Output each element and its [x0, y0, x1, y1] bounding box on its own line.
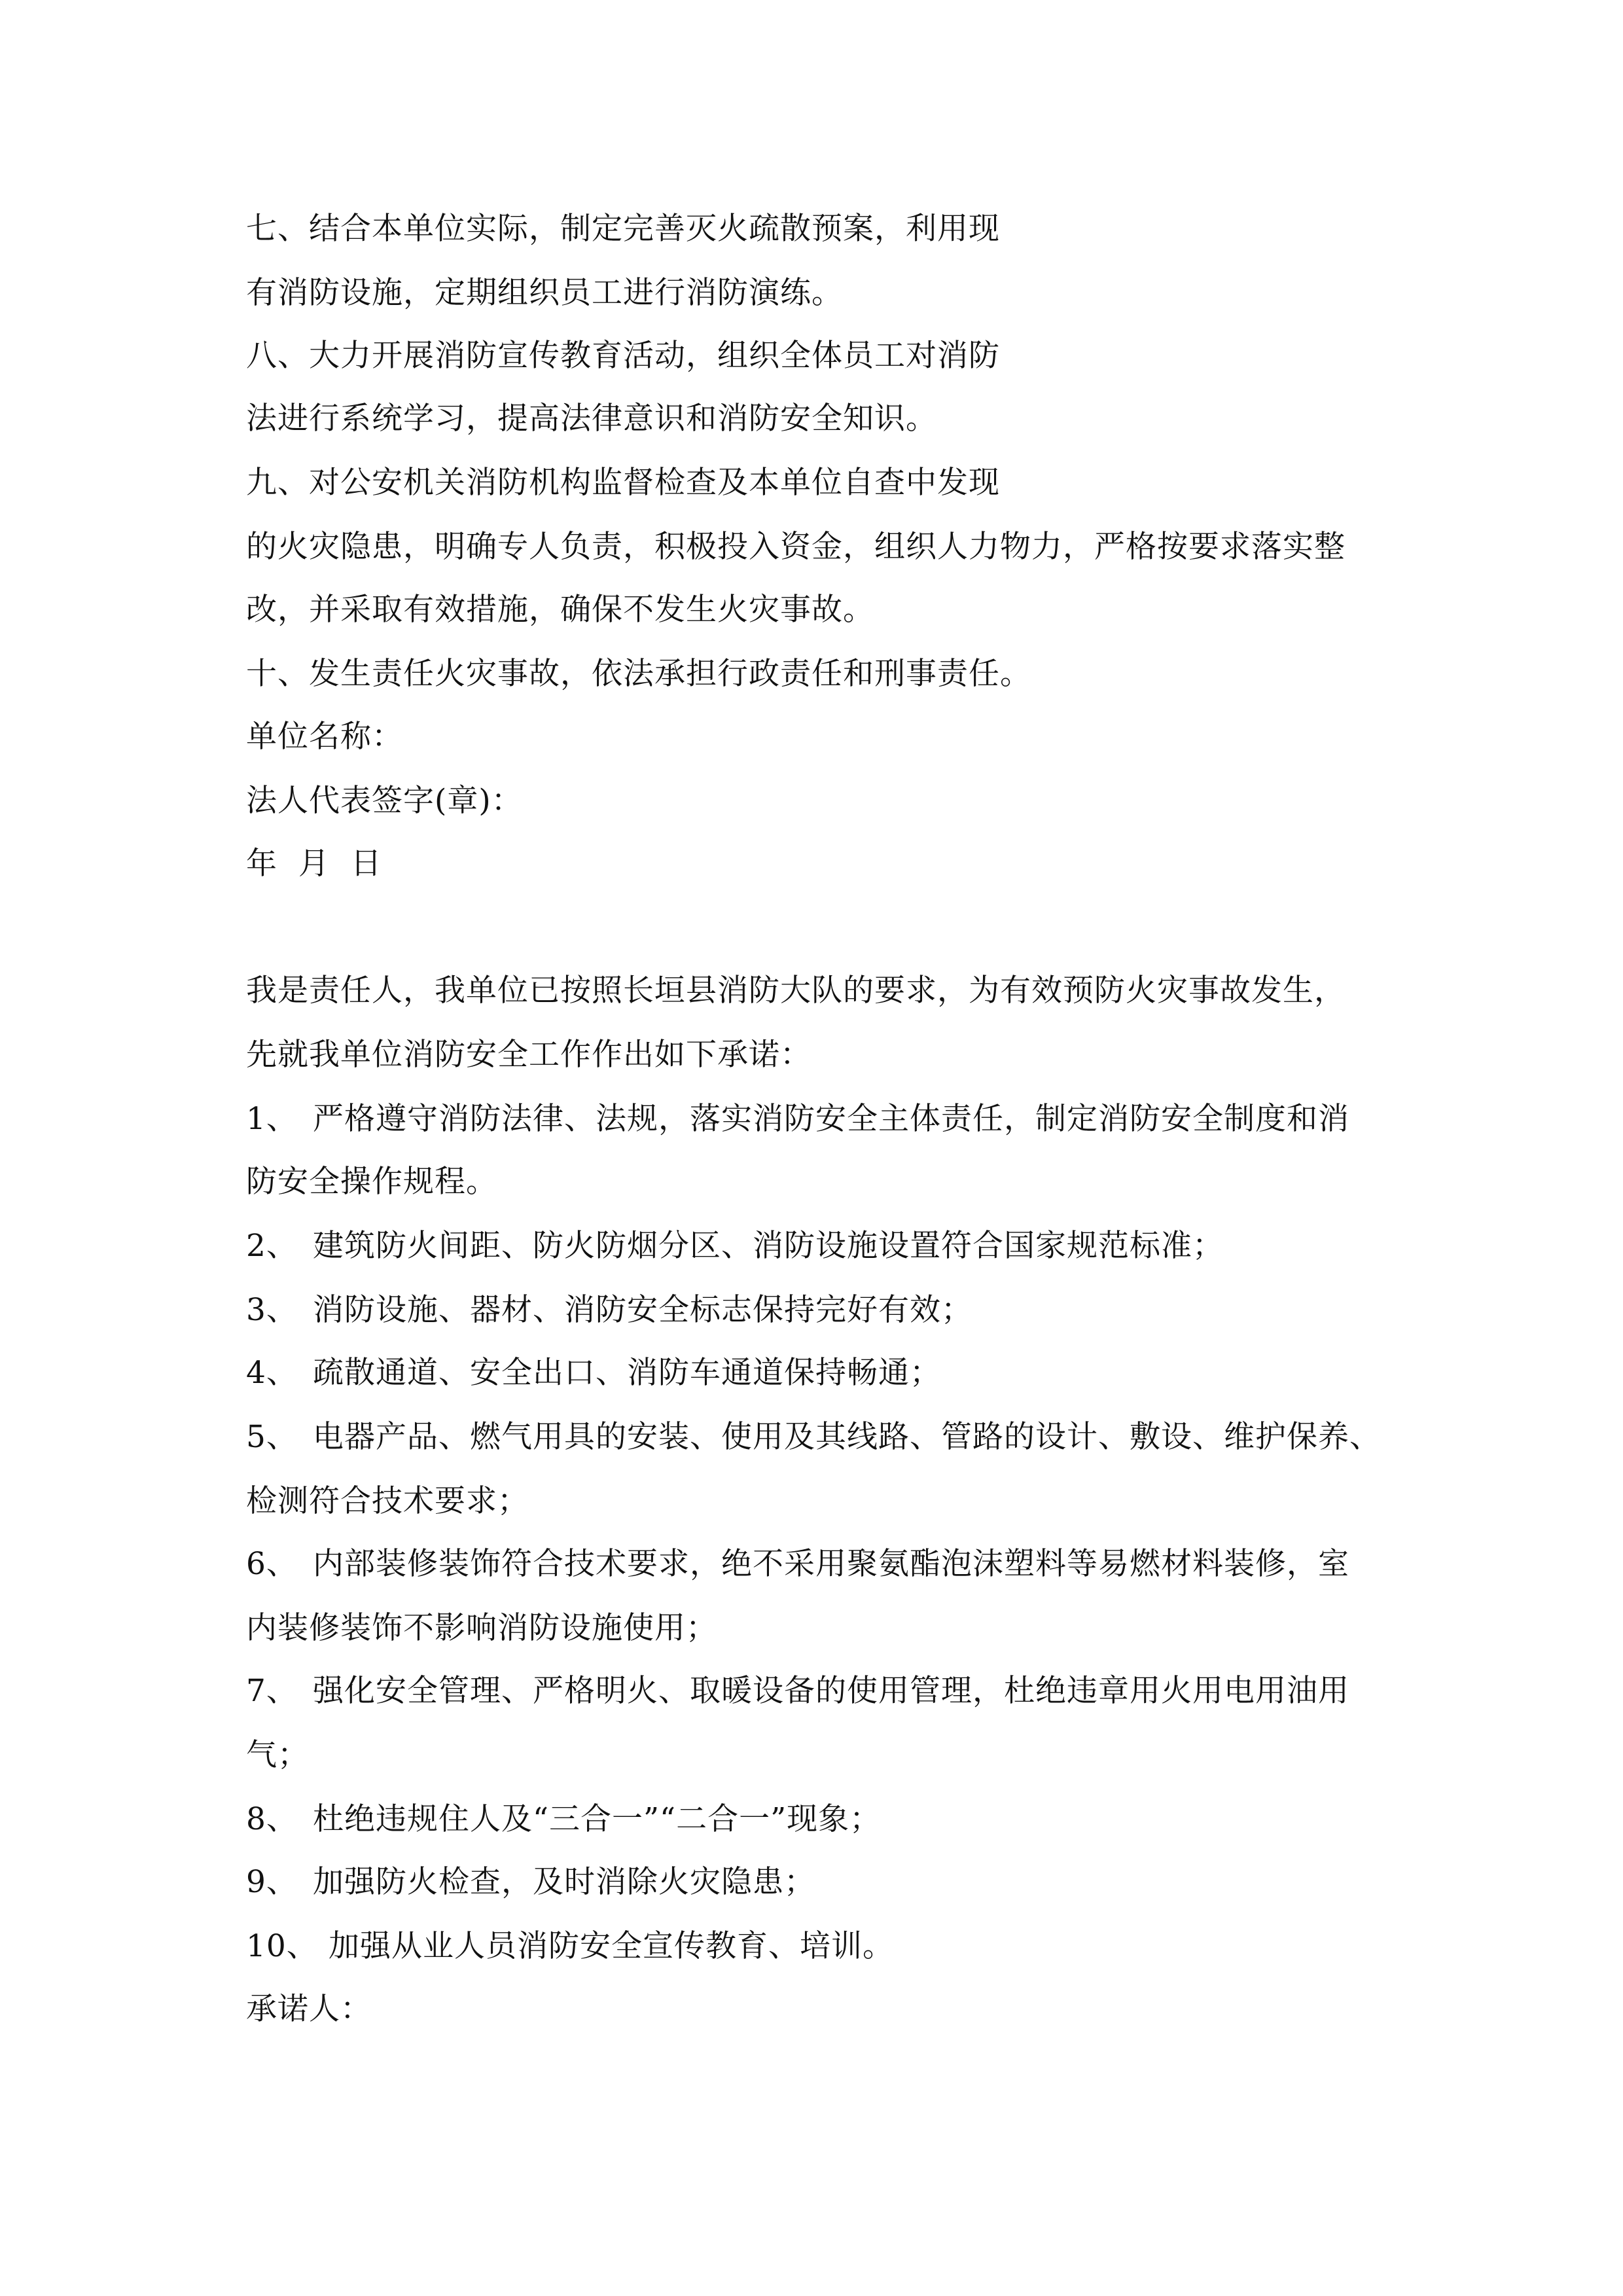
commitment-item-7: [246, 1672, 1349, 1711]
item-text: 内部装修装饰符合技术要求，绝不采用聚氨酯泡沫塑料等易燃材料装修，室: [313, 1546, 1349, 1582]
commitment-item-3: [246, 1291, 972, 1330]
commitment-item-5: [246, 1418, 1381, 1457]
clause-8-line-2: 法进行系统学习，提高法律意识和消防安全知识。: [246, 401, 937, 437]
clause-8-line-1: 八、大力开展消防宣传教育活动，组织全体员工对消防: [246, 338, 1000, 374]
commitment-item-9: [246, 1863, 815, 1902]
item-number: 10、: [246, 1928, 318, 1964]
intro-line-1: 我是责任人，我单位已按照长垣县消防大队的要求，为有效预防火灾事故发生，: [246, 973, 1346, 1009]
item-number: 1、: [246, 1101, 298, 1137]
item-number: 5、: [246, 1419, 298, 1455]
commitment-item-4: [246, 1354, 941, 1393]
item-number: 8、: [246, 1801, 298, 1837]
item-text: 消防设施、器材、消防安全标志保持完好有效；: [313, 1292, 972, 1328]
item-text: 加强从业人员消防安全宣传教育、培训。: [329, 1928, 894, 1964]
item-text: 建筑防火间距、防火防烟分区、消防设施设置符合国家规范标准；: [313, 1228, 1224, 1264]
item-text: 疏散通道、安全出口、消防车通道保持畅通；: [313, 1355, 941, 1391]
clause-9-line-3: 改，并采取有效措施，确保不发生火灾事故。: [246, 592, 874, 628]
unit-name-label: 单位名称：: [246, 719, 403, 755]
commitment-item-10: [246, 1927, 894, 1966]
item-number: 3、: [246, 1292, 298, 1328]
commitment-item-1-cont: 防安全操作规程。: [246, 1164, 497, 1200]
commitment-item-6: [246, 1545, 1349, 1584]
commitment-item-5-cont: 检测符合技术要求；: [246, 1483, 529, 1519]
date-label: 年 月 日: [246, 846, 382, 882]
item-number: 6、: [246, 1546, 298, 1582]
item-text: 强化安全管理、严格明火、取暖设备的使用管理，杜绝违章用火用电用油用: [313, 1673, 1349, 1709]
clause-7-line-2: 有消防设施，定期组织员工进行消防演练。: [246, 275, 843, 311]
item-number: 2、: [246, 1228, 298, 1264]
item-text: 严格遵守消防法律、法规，落实消防安全主体责任，制定消防安全制度和消: [313, 1101, 1349, 1137]
clause-9-line-2: 的火灾隐患，明确专人负责，积极投入资金，组织人力物力，严格按要求落实整: [246, 529, 1346, 565]
item-text: 加强防火检查，及时消除火灾隐患；: [313, 1864, 815, 1900]
promisor-label: 承诺人：: [246, 1991, 372, 2027]
clause-9-line-1: 九、对公安机关消防机构监督检查及本单位自查中发现: [246, 465, 1000, 501]
item-number: 7、: [246, 1673, 298, 1709]
clause-7-line-1: 七、结合本单位实际，制定完善灭火疏散预案，利用现: [246, 211, 1000, 247]
item-text: 电器产品、燃气用具的安装、使用及其线路、管路的设计、敷设、维护保养、: [313, 1419, 1381, 1455]
commitment-item-6-cont: 内装修装饰不影响消防设施使用；: [246, 1610, 717, 1646]
commitment-item-1: [246, 1100, 1349, 1139]
commitment-item-2: [246, 1227, 1224, 1266]
commitment-item-8: [246, 1800, 881, 1839]
item-number: 4、: [246, 1355, 298, 1391]
intro-line-2: 先就我单位消防安全工作作出如下承诺：: [246, 1037, 812, 1073]
legal-rep-signature-label: 法人代表签字(章)：: [246, 783, 523, 819]
item-text: 杜绝违规住人及“三合一”“二合一”现象；: [313, 1801, 882, 1837]
commitment-item-7-cont: 气；: [246, 1737, 309, 1773]
item-number: 9、: [246, 1864, 298, 1900]
clause-10-line-1: 十、发生责任火灾事故，依法承担行政责任和刑事责任。: [246, 656, 1031, 692]
